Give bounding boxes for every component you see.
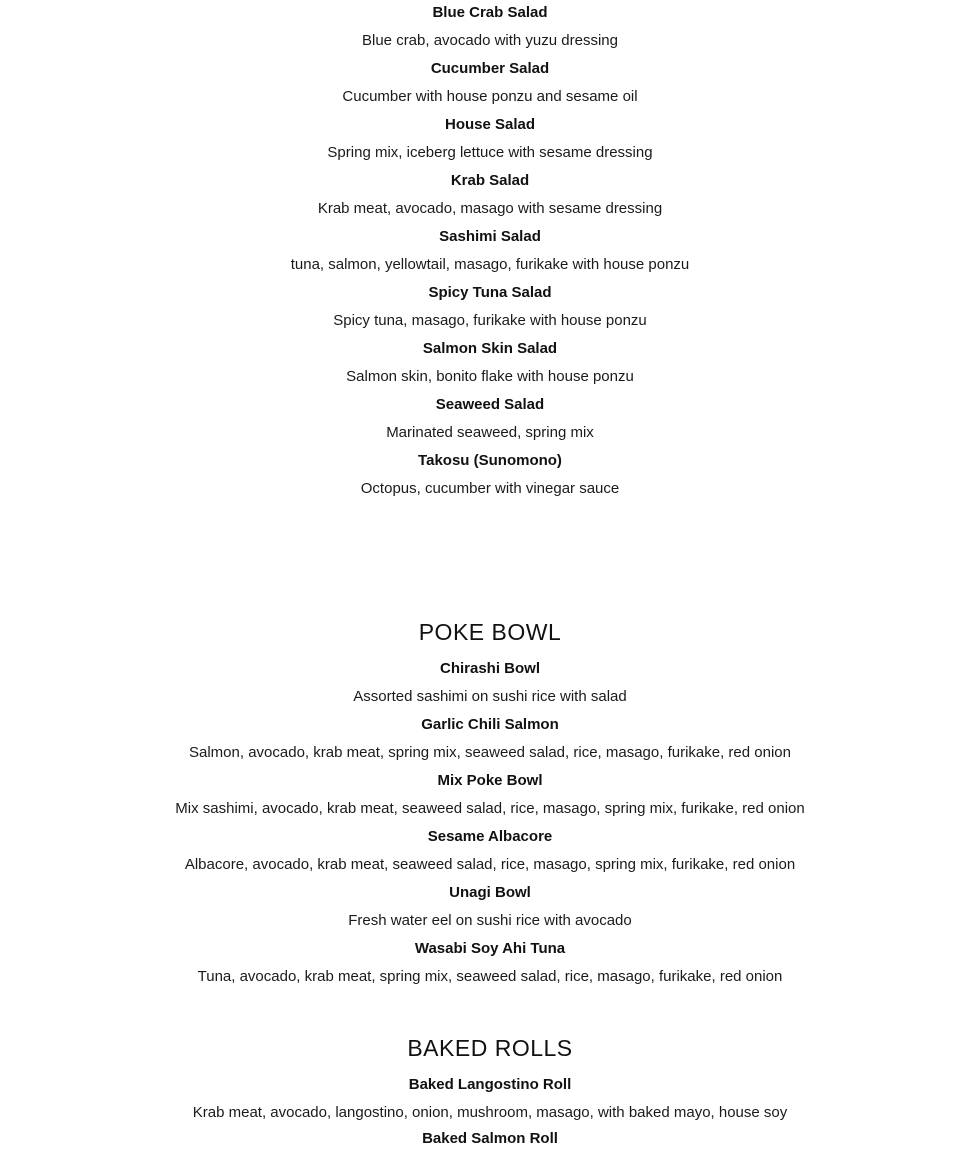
menu-item-name: Sesame Albacore (427, 828, 553, 845)
menu-item-description: Tuna, avocado, krab meat, spring mix, seaweed salad, rice, masago, furikake, red onion (197, 968, 783, 985)
menu-item-name: House Salad (444, 116, 536, 133)
menu-item-description: Marinated seaweed, spring mix (386, 424, 594, 441)
menu-item-description: Salmon, avocado, krab meat, spring mix, seaweed salad, rice, masago, furikake, red onion (189, 744, 791, 761)
menu-item-description: Spring mix, iceberg lettuce with sesame dressing (327, 144, 653, 161)
menu-item-name: Blue Crab Salad (432, 4, 548, 21)
menu-item-name: Seaweed Salad (435, 396, 545, 413)
menu-item-name: Sashimi Salad (439, 228, 541, 245)
menu-item-description: Krab meat, avocado, langostino, onion, mushroom, masago, with baked mayo, house soy (192, 1104, 788, 1121)
menu-item-description: Blue crab, avocado with yuzu dressing (362, 32, 618, 49)
menu-item-name: Krab Salad (450, 172, 530, 189)
menu-item-name: Takosu (Sunomono) (418, 452, 562, 469)
menu-item-description: Assorted sashimi on sushi rice with salad (353, 688, 627, 705)
menu-item-name: Spicy Tuna Salad (428, 284, 552, 301)
menu-item-description: Mix sashimi, avocado, krab meat, seaweed salad, rice, masago, spring mix, furikake, red onion (175, 800, 805, 817)
menu-item-name: Chirashi Bowl (439, 660, 540, 677)
menu-item-name: Salmon Skin Salad (422, 340, 558, 357)
menu-item-description: Octopus, cucumber with vinegar sauce (360, 480, 620, 497)
menu-item-name: Baked Salmon Roll (422, 1130, 558, 1147)
menu-item-description: Fresh water eel on sushi rice with avocado (348, 912, 632, 929)
section-title-baked-rolls: BAKED ROLLS (407, 1035, 573, 1061)
section-title-poke-bowl: POKE BOWL (418, 619, 562, 645)
menu-item-description: Salmon skin, bonito flake with house ponzu (346, 368, 634, 385)
menu-item-description: Cucumber with house ponzu and sesame oil (342, 88, 638, 105)
menu-item-name: Wasabi Soy Ahi Tuna (414, 940, 566, 957)
menu-item-description: tuna, salmon, yellowtail, masago, furikake with house ponzu (290, 256, 690, 273)
menu-item-name: Garlic Chili Salmon (421, 716, 559, 733)
menu-item-name: Unagi Bowl (449, 884, 531, 901)
menu-item-name: Mix Poke Bowl (437, 772, 543, 789)
menu-item-description: Krab meat, avocado, masago with sesame dressing (317, 200, 663, 217)
menu-item-description: Albacore, avocado, krab meat, seaweed salad, rice, masago, spring mix, furikake, red onion (184, 856, 796, 873)
menu-item-description: Spicy tuna, masago, furikake with house ponzu (333, 312, 647, 329)
menu-item-name: Baked Langostino Roll (408, 1076, 572, 1093)
menu-item-name: Cucumber Salad (430, 60, 550, 77)
